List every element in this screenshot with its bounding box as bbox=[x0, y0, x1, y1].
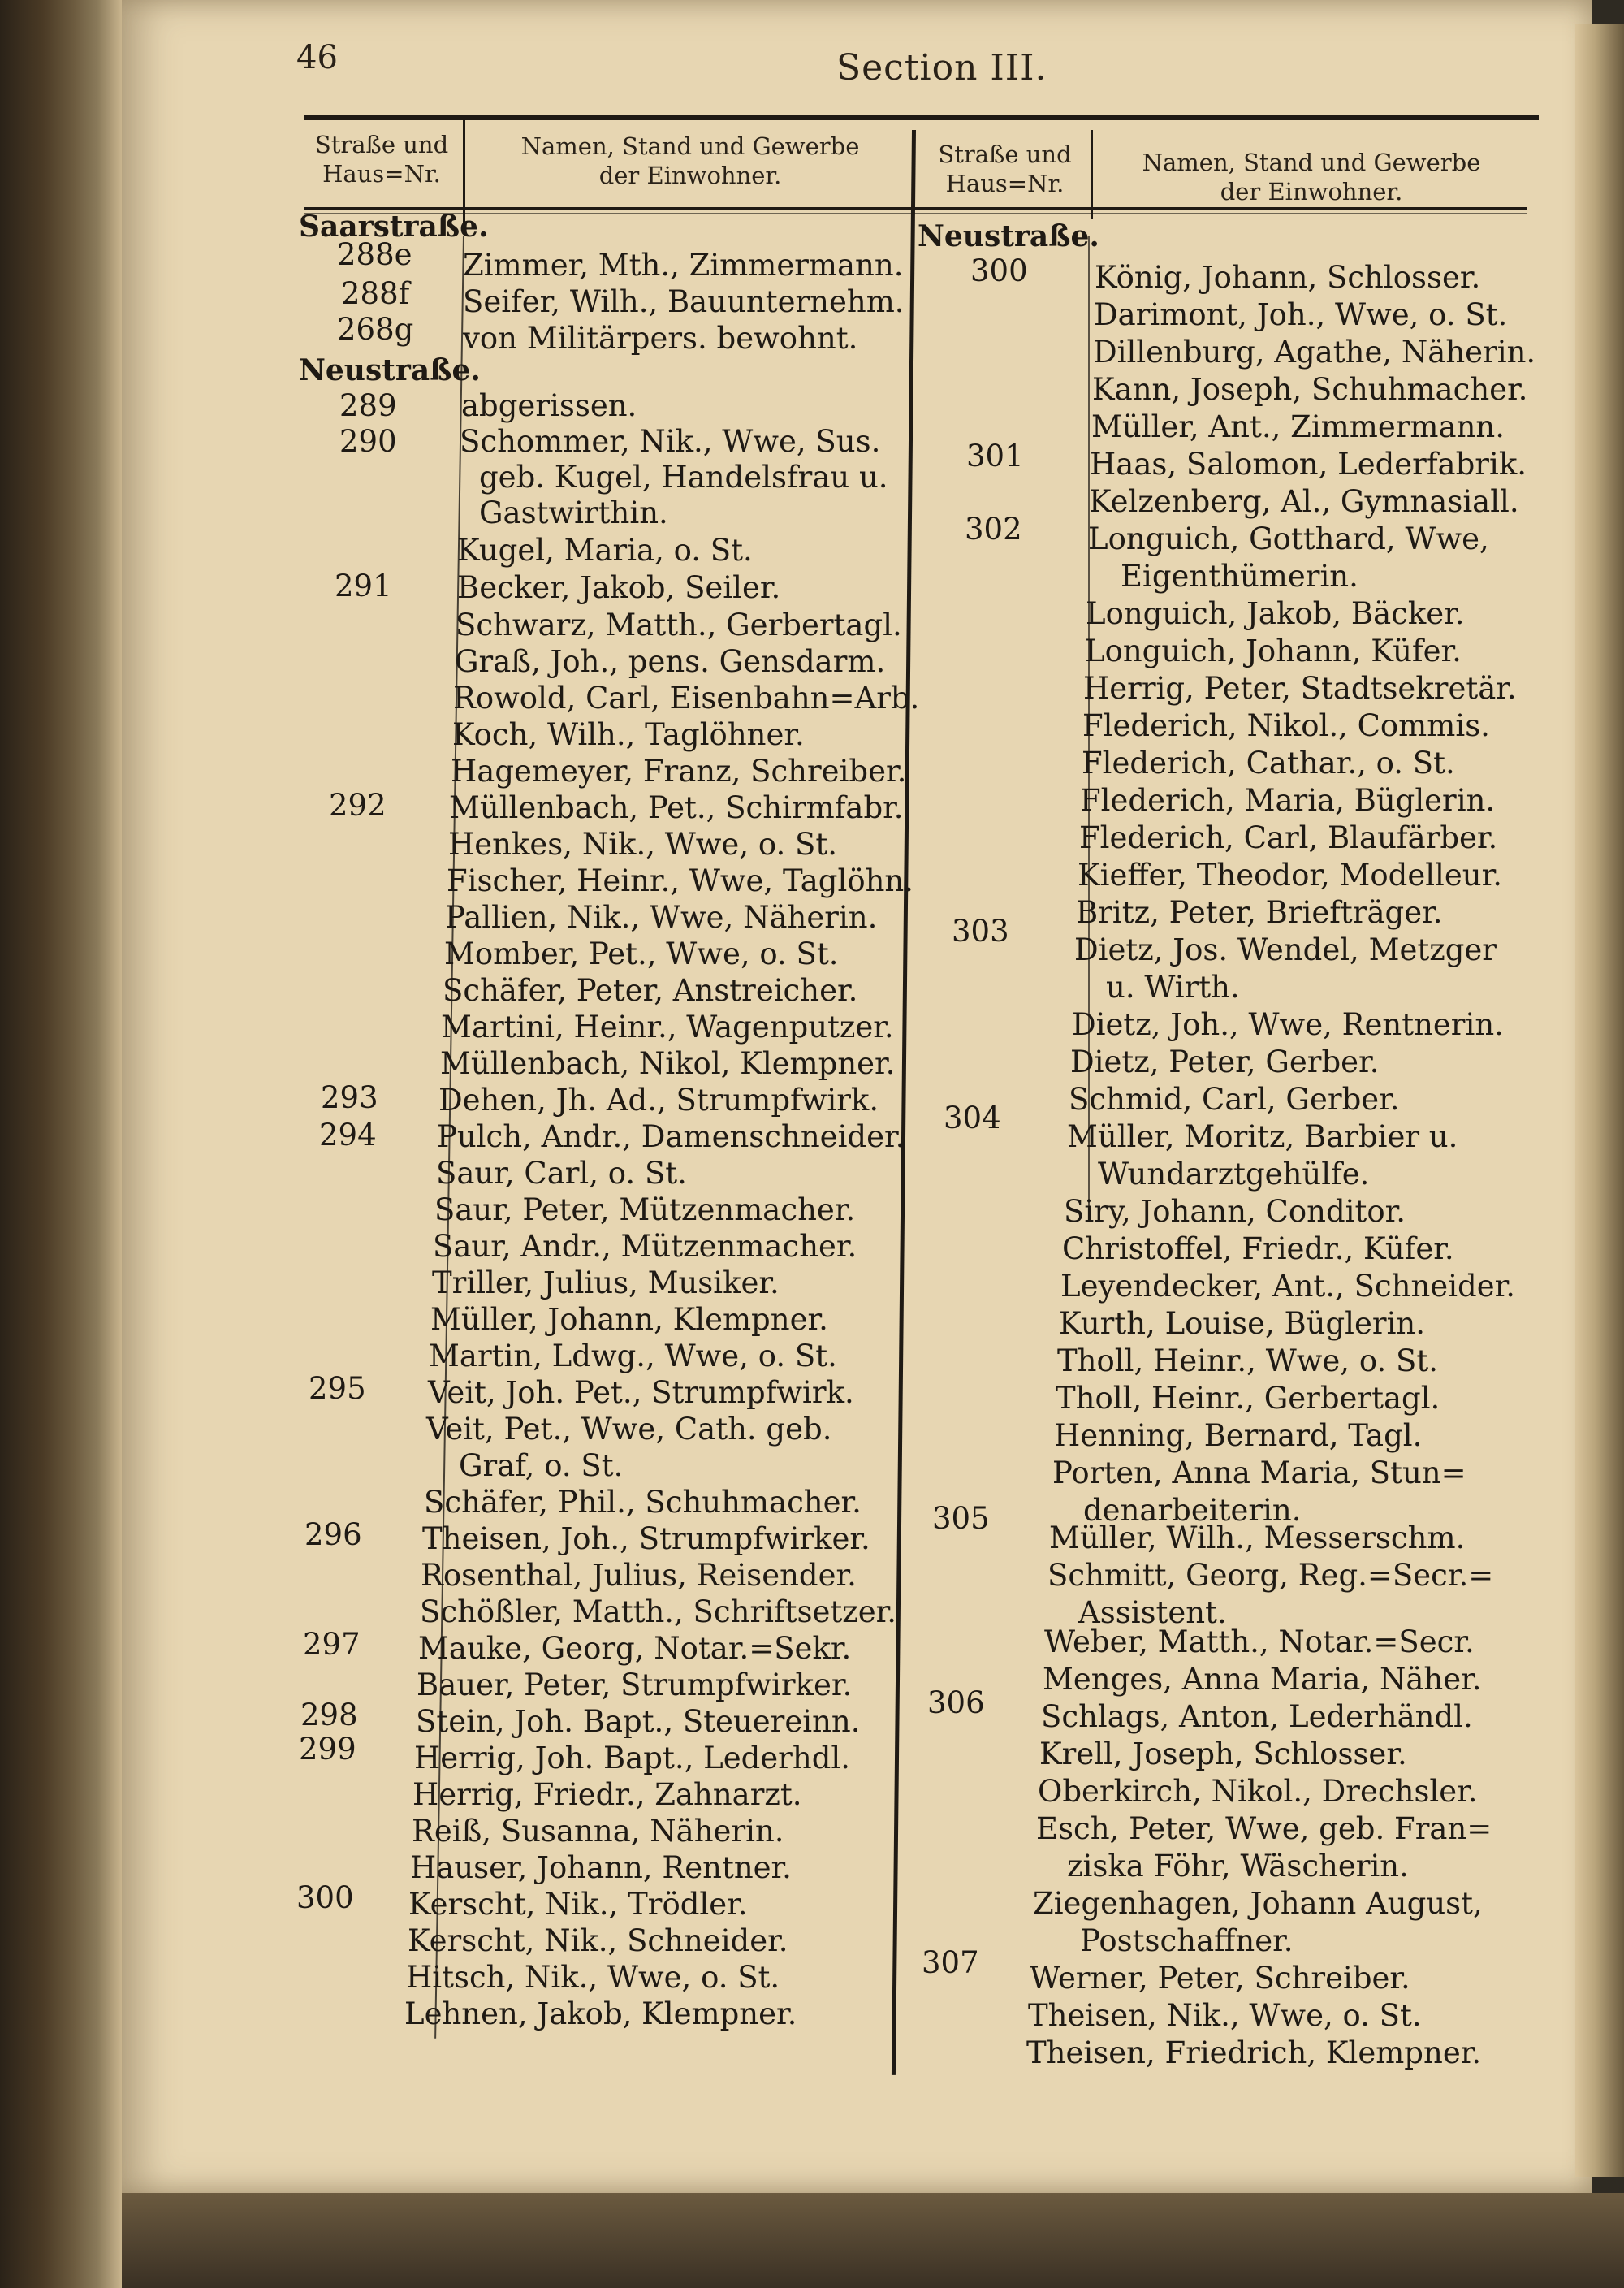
house-number: 298 bbox=[300, 1698, 358, 1732]
resident-entry: Dietz, Joh., Wwe, Rentnerin. bbox=[1072, 1007, 1504, 1042]
resident-entry: Schäfer, Peter, Anstreicher. bbox=[443, 973, 858, 1008]
resident-entry: Menges, Anna Maria, Näher. bbox=[1043, 1662, 1482, 1697]
resident-entry: Müllenbach, Pet., Schirmfabr. bbox=[449, 790, 904, 825]
house-number: 303 bbox=[952, 914, 1009, 949]
resident-entry: Becker, Jakob, Seiler. bbox=[457, 570, 781, 605]
resident-entry: Britz, Peter, Briefträger. bbox=[1076, 895, 1443, 930]
resident-entry: Oberkirch, Nikol., Drechsler. bbox=[1038, 1774, 1478, 1809]
resident-entry: Saur, Andr., Mützenmacher. bbox=[433, 1229, 857, 1264]
house-number: 302 bbox=[965, 512, 1022, 547]
resident-entry: Darimont, Joh., Wwe, o. St. bbox=[1094, 297, 1508, 332]
house-number: 300 bbox=[296, 1880, 354, 1915]
resident-entry: Christoffel, Friedr., Küfer. bbox=[1062, 1231, 1454, 1266]
resident-entry: Theisen, Joh., Strumpfwirker. bbox=[422, 1521, 870, 1556]
house-number: 304 bbox=[944, 1101, 1001, 1135]
resident-entry: Triller, Julius, Musiker. bbox=[432, 1265, 780, 1300]
resident-entry: Postschaffner. bbox=[1080, 1923, 1294, 1958]
header-names-line1: Namen, Stand und Gewerbe bbox=[520, 132, 860, 160]
resident-entry: Martin, Ldwg., Wwe, o. St. bbox=[429, 1339, 837, 1373]
resident-entry: Schmid, Carl, Gerber. bbox=[1069, 1082, 1400, 1117]
resident-entry: Müller, Johann, Klempner. bbox=[430, 1302, 828, 1337]
resident-entry: Esch, Peter, Wwe, geb. Fran= bbox=[1036, 1811, 1492, 1846]
next-page-edge bbox=[1575, 24, 1624, 2177]
resident-entry: Müller, Moritz, Barbier u. bbox=[1067, 1119, 1458, 1154]
resident-entry: Lehnen, Jakob, Klempner. bbox=[404, 1996, 797, 2031]
resident-entry: Tholl, Heinr., Gerbertagl. bbox=[1056, 1381, 1440, 1416]
resident-entry: abgerissen. bbox=[461, 388, 637, 423]
resident-entry: Kugel, Maria, o. St. bbox=[457, 533, 753, 568]
resident-entry: Herrig, Peter, Stadtsekretär. bbox=[1083, 671, 1517, 706]
header-street-line1: Straße und bbox=[314, 131, 449, 158]
house-number: 294 bbox=[319, 1118, 377, 1153]
resident-entry: Schäfer, Phil., Schuhmacher. bbox=[424, 1485, 862, 1520]
resident-entry: Rosenthal, Julius, Reisender. bbox=[421, 1558, 857, 1593]
resident-entry: Kurth, Louise, Büglerin. bbox=[1059, 1306, 1426, 1341]
house-number: 292 bbox=[329, 788, 387, 823]
street-heading: Neustraße. bbox=[918, 219, 1099, 253]
resident-entry: Kieffer, Theodor, Modelleur. bbox=[1078, 858, 1503, 893]
resident-entry: Longuich, Jakob, Bäcker. bbox=[1086, 596, 1465, 631]
resident-entry: Henning, Bernard, Tagl. bbox=[1054, 1418, 1423, 1453]
resident-entry: Ziegenhagen, Johann August, bbox=[1033, 1886, 1483, 1921]
house-number: 295 bbox=[309, 1371, 366, 1406]
resident-entry: Martini, Heinr., Wagenputzer. bbox=[441, 1010, 894, 1045]
house-number: 291 bbox=[335, 569, 392, 603]
resident-entry: König, Johann, Schlosser. bbox=[1095, 260, 1481, 295]
resident-entry: Müllenbach, Nikol, Klempner. bbox=[440, 1046, 896, 1081]
resident-entry: Assistent. bbox=[1078, 1595, 1227, 1630]
house-number: 290 bbox=[339, 424, 397, 459]
resident-entry: Graß, Joh., pens. Gensdarm. bbox=[455, 644, 886, 679]
resident-entry: Flederich, Nikol., Commis. bbox=[1082, 708, 1490, 743]
house-number: 297 bbox=[303, 1627, 361, 1662]
resident-entry: Saur, Peter, Mützenmacher. bbox=[434, 1192, 856, 1227]
header-names-line1: Namen, Stand und Gewerbe bbox=[1142, 149, 1481, 176]
house-number: 301 bbox=[966, 439, 1024, 474]
resident-entry: Mauke, Georg, Notar.=Sekr. bbox=[418, 1631, 852, 1666]
resident-entry: Koch, Wilh., Taglöhner. bbox=[452, 717, 805, 752]
resident-entry: Hauser, Johann, Rentner. bbox=[410, 1850, 792, 1885]
resident-entry: Veit, Pet., Wwe, Cath. geb. bbox=[426, 1412, 832, 1447]
resident-entry: Reiß, Susanna, Näherin. bbox=[412, 1814, 784, 1849]
resident-entry: Krell, Joseph, Schlosser. bbox=[1039, 1737, 1407, 1771]
resident-entry: u. Wirth. bbox=[1106, 970, 1240, 1005]
resident-entry: Herrig, Joh. Bapt., Lederhdl. bbox=[414, 1741, 850, 1775]
resident-entry: Pallien, Nik., Wwe, Näherin. bbox=[445, 900, 878, 935]
house-number: 289 bbox=[339, 388, 397, 423]
divider-right-number bbox=[1091, 130, 1093, 219]
resident-entry: Wundarztgehülfe. bbox=[1098, 1157, 1370, 1192]
street-heading: Saarstraße. bbox=[299, 210, 489, 244]
header-names-left bbox=[471, 132, 909, 190]
resident-entry: Hagemeyer, Franz, Schreiber. bbox=[451, 754, 907, 789]
resident-entry: Dehen, Jh. Ad., Strumpfwirk. bbox=[438, 1083, 879, 1118]
header-street-left bbox=[300, 130, 463, 188]
resident-entry: Flederich, Maria, Büglerin. bbox=[1080, 783, 1496, 818]
resident-entry: Longuich, Johann, Küfer. bbox=[1085, 634, 1462, 668]
book-spine bbox=[0, 0, 122, 2288]
resident-entry: Gastwirthin. bbox=[479, 495, 668, 530]
resident-entry: Kerscht, Nik., Trödler. bbox=[408, 1887, 748, 1922]
header-street-right bbox=[922, 140, 1088, 198]
resident-entry: Schößler, Matth., Schriftsetzer. bbox=[420, 1594, 897, 1629]
book-bottom-edge bbox=[122, 2193, 1624, 2288]
resident-entry: Dietz, Jos. Wendel, Metzger bbox=[1074, 932, 1497, 967]
resident-entry: Müller, Ant., Zimmermann. bbox=[1091, 409, 1505, 444]
resident-entry: Hitsch, Nik., Wwe, o. St. bbox=[406, 1960, 780, 1995]
resident-entry: Schlags, Anton, Lederhändl. bbox=[1041, 1699, 1473, 1734]
resident-entry: denarbeiterin. bbox=[1083, 1493, 1302, 1528]
resident-entry: geb. Kugel, Handelsfrau u. bbox=[479, 460, 888, 495]
resident-entry: Pulch, Andr., Damenschneider. bbox=[437, 1119, 905, 1154]
resident-entry: Werner, Peter, Schreiber. bbox=[1030, 1961, 1410, 1996]
resident-entry: Kerscht, Nik., Schneider. bbox=[408, 1923, 788, 1958]
resident-entry: Stein, Joh. Bapt., Steuereinn. bbox=[416, 1704, 861, 1739]
header-street-line1: Straße und bbox=[938, 141, 1072, 168]
resident-entry: Zimmer, Mth., Zimmermann. bbox=[463, 248, 904, 283]
top-rule bbox=[304, 115, 1539, 120]
resident-entry: Leyendecker, Ant., Schneider. bbox=[1060, 1269, 1515, 1304]
resident-entry: Bauer, Peter, Strumpfwirker. bbox=[417, 1667, 853, 1702]
header-street-line2: Haus=Nr. bbox=[322, 160, 441, 188]
resident-entry: Schwarz, Matth., Gerbertagl. bbox=[456, 608, 902, 642]
house-number: 293 bbox=[321, 1080, 378, 1115]
resident-entry: Müller, Wilh., Messerschm. bbox=[1049, 1520, 1466, 1555]
resident-entry: Schmitt, Georg, Reg.=Secr.= bbox=[1047, 1558, 1494, 1593]
resident-entry: von Militärpers. bewohnt. bbox=[463, 321, 858, 356]
header-names-right bbox=[1096, 148, 1527, 206]
street-heading: Neustraße. bbox=[299, 353, 481, 387]
resident-entry: Herrig, Friedr., Zahnarzt. bbox=[412, 1777, 802, 1812]
resident-entry: ziska Föhr, Wäscherin. bbox=[1067, 1849, 1409, 1884]
resident-entry: Saur, Carl, o. St. bbox=[436, 1156, 687, 1191]
resident-entry: Haas, Salomon, Lederfabrik. bbox=[1090, 447, 1527, 482]
page-number: 46 bbox=[296, 39, 338, 76]
house-number: 299 bbox=[299, 1732, 356, 1767]
house-number: 288f bbox=[341, 276, 410, 311]
house-number: 307 bbox=[922, 1945, 979, 1980]
resident-entry: Flederich, Carl, Blaufärber. bbox=[1079, 820, 1498, 855]
house-number: 296 bbox=[304, 1517, 362, 1552]
resident-entry: Theisen, Friedrich, Klempner. bbox=[1026, 2035, 1482, 2070]
resident-entry: Longuich, Gotthard, Wwe, bbox=[1088, 521, 1489, 556]
resident-entry: Theisen, Nik., Wwe, o. St. bbox=[1028, 1998, 1422, 2033]
section-title: Section III. bbox=[836, 47, 1047, 89]
resident-entry: Eigenthümerin. bbox=[1121, 559, 1358, 594]
resident-entry: Henkes, Nik., Wwe, o. St. bbox=[448, 827, 837, 862]
house-number: 288e bbox=[337, 237, 412, 272]
header-names-line2: der Einwohner. bbox=[1220, 178, 1403, 205]
resident-entry: Fischer, Heinr., Wwe, Taglöhn. bbox=[447, 863, 914, 898]
resident-entry: Momber, Pet., Wwe, o. St. bbox=[444, 936, 839, 971]
resident-entry: Dietz, Peter, Gerber. bbox=[1070, 1045, 1380, 1079]
header-names-line2: der Einwohner. bbox=[598, 162, 782, 189]
house-number: 305 bbox=[932, 1501, 990, 1536]
resident-entry: Dillenburg, Agathe, Näherin. bbox=[1093, 335, 1536, 370]
resident-entry: Siry, Johann, Conditor. bbox=[1064, 1194, 1406, 1229]
resident-entry: Seifer, Wilh., Bauunternehm. bbox=[463, 284, 905, 319]
resident-entry: Weber, Matth., Notar.=Secr. bbox=[1044, 1624, 1475, 1659]
resident-entry: Kann, Joseph, Schuhmacher. bbox=[1092, 372, 1528, 407]
house-number: 306 bbox=[927, 1685, 985, 1720]
resident-entry: Porten, Anna Maria, Stun= bbox=[1052, 1455, 1466, 1490]
house-number: 268g bbox=[337, 312, 414, 347]
resident-entry: Graf, o. St. bbox=[459, 1448, 624, 1483]
house-number: 300 bbox=[970, 253, 1028, 288]
header-street-line2: Haus=Nr. bbox=[945, 170, 1065, 197]
resident-entry: Flederich, Cathar., o. St. bbox=[1082, 746, 1455, 781]
resident-entry: Veit, Joh. Pet., Strumpfwirk. bbox=[428, 1375, 854, 1410]
resident-entry: Kelzenberg, Al., Gymnasiall. bbox=[1089, 484, 1519, 519]
resident-entry: Schommer, Nik., Wwe, Sus. bbox=[460, 424, 881, 459]
resident-entry: Tholl, Heinr., Wwe, o. St. bbox=[1057, 1343, 1438, 1378]
resident-entry: Rowold, Carl, Eisenbahn=Arb. bbox=[453, 681, 920, 716]
